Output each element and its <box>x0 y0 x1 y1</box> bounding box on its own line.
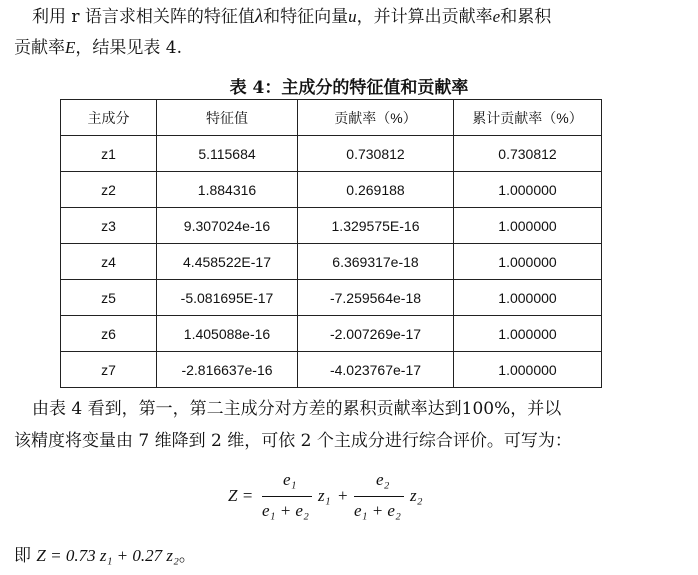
cell-component: z7 <box>61 352 157 388</box>
formula-lhs: Z = <box>228 486 254 505</box>
result-prefix: 即 <box>14 546 31 566</box>
formula-num2: e₂ <box>376 470 390 489</box>
table-row <box>61 208 602 244</box>
intro-text: 利用 r 语言求相关阵的特征值 <box>32 7 255 27</box>
header-contribution: 贡献率（%） <box>298 100 454 136</box>
cell-component: z6 <box>61 316 157 352</box>
table-row <box>61 136 602 172</box>
formula-z1: z₁ <box>318 486 331 505</box>
intro-line-2 <box>14 37 182 59</box>
table-caption: 表 4：主成分的特征值和贡献率 <box>229 78 469 98</box>
intro-text: 和累积 <box>500 7 552 27</box>
cell-cumulative: 1.000000 <box>454 172 602 208</box>
formula-plus: + <box>338 486 348 505</box>
cell-contribution: -2.007269e-17 <box>298 316 454 352</box>
formula-num1: e₁ <box>283 470 297 489</box>
u-symbol: u <box>348 7 357 26</box>
header-cumulative: 累计贡献率（%） <box>454 100 602 136</box>
cell-component: z4 <box>61 244 157 280</box>
lambda-symbol: λ <box>254 6 264 27</box>
cell-component: z5 <box>61 280 157 316</box>
intro-text: 贡献率 <box>14 38 65 58</box>
e-symbol: e <box>492 7 501 26</box>
formula-z2: z₂ <box>410 486 423 505</box>
header-component: 主成分 <box>61 100 157 136</box>
formula-den1: e₁ + e₂ <box>262 501 309 520</box>
cell-contribution: -7.259564e-18 <box>298 280 454 316</box>
table-row <box>61 352 602 388</box>
fraction-bar-2 <box>354 496 404 497</box>
intro-line-1 <box>32 6 551 28</box>
weight-formula <box>228 470 448 524</box>
conclusion-line-2: 该精度将变量由 7 维降到 2 维，可依 2 个主成分进行综合评价。可写为： <box>14 431 572 451</box>
table-row <box>61 316 602 352</box>
table-row <box>61 244 602 280</box>
cell-cumulative: 1.000000 <box>454 208 602 244</box>
cell-component: z1 <box>61 136 157 172</box>
E-symbol: E <box>65 38 76 57</box>
table-row <box>61 280 602 316</box>
cell-contribution: -4.023767e-17 <box>298 352 454 388</box>
conclusion-line-1: 由表 4 看到，第一，第二主成分对方差的累积贡献率达到100%，并以 <box>32 399 562 419</box>
formula-den2: e₁ + e₂ <box>354 501 401 520</box>
cell-component: z2 <box>61 172 157 208</box>
intro-text: ，结果见表 4. <box>75 38 183 58</box>
cell-contribution: 0.269188 <box>298 172 454 208</box>
table-header-row <box>61 100 602 136</box>
cell-contribution: 6.369317e-18 <box>298 244 454 280</box>
cell-eigenvalue: 4.458522E-17 <box>157 244 298 280</box>
cell-cumulative: 1.000000 <box>454 352 602 388</box>
fraction-bar-1 <box>262 496 312 497</box>
intro-text: 和特征向量 <box>263 7 349 27</box>
cell-eigenvalue: 9.307024e-16 <box>157 208 298 244</box>
cell-contribution: 0.730812 <box>298 136 454 172</box>
cell-eigenvalue: -2.816637e-16 <box>157 352 298 388</box>
result-suffix: 。 <box>178 546 196 566</box>
cell-cumulative: 1.000000 <box>454 316 602 352</box>
cell-component: z3 <box>61 208 157 244</box>
cell-contribution: 1.329575E-16 <box>298 208 454 244</box>
cell-cumulative: 1.000000 <box>454 244 602 280</box>
header-eigenvalue: 特征值 <box>157 100 298 136</box>
cell-cumulative: 1.000000 <box>454 280 602 316</box>
eigen-table <box>60 99 602 388</box>
result-expression: Z = 0.73 z₁ + 0.27 z₂ <box>36 546 179 565</box>
cell-eigenvalue: 1.405088e-16 <box>157 316 298 352</box>
cell-eigenvalue: -5.081695E-17 <box>157 280 298 316</box>
table-row <box>61 172 602 208</box>
cell-cumulative: 0.730812 <box>454 136 602 172</box>
cell-eigenvalue: 5.115684 <box>157 136 298 172</box>
intro-text: ，并计算出贡献率 <box>356 7 493 27</box>
result-line <box>14 545 196 567</box>
cell-eigenvalue: 1.884316 <box>157 172 298 208</box>
